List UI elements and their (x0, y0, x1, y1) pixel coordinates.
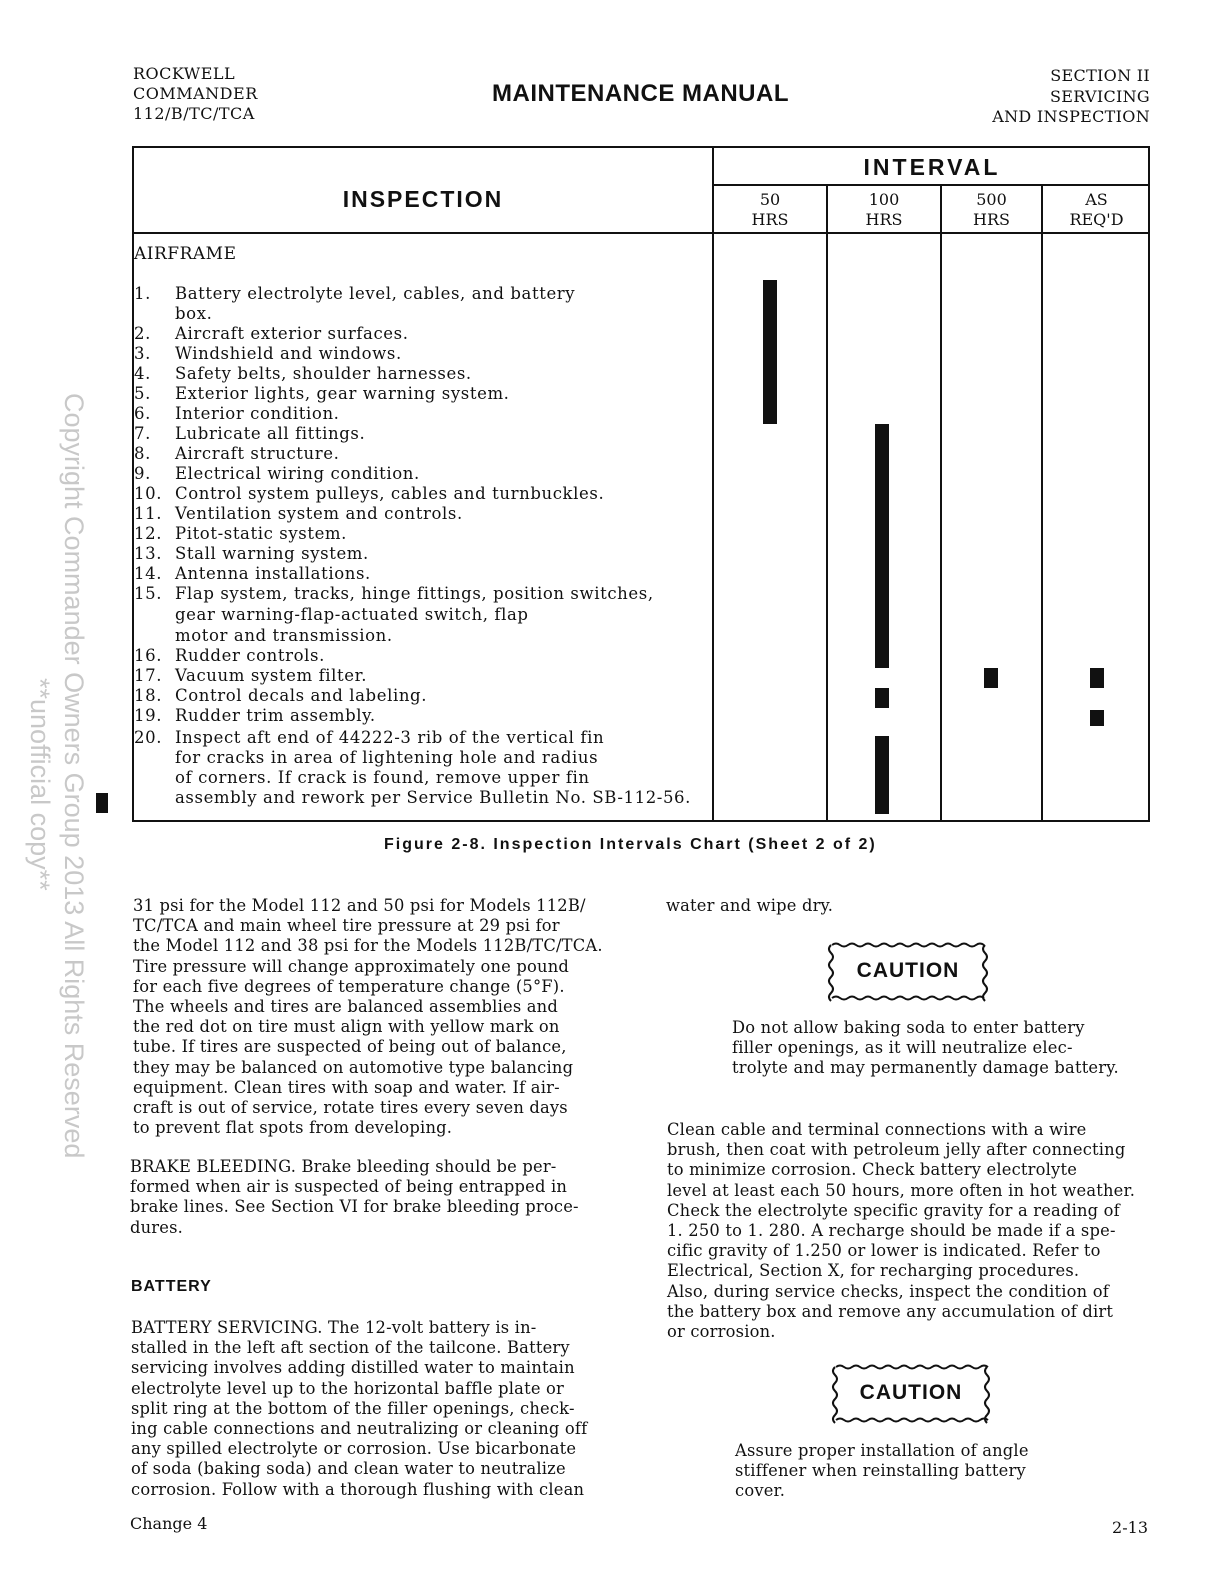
grid-line (712, 184, 1150, 186)
item-number: 9. (134, 464, 151, 483)
item-text (175, 424, 365, 444)
page-number: 2-13 (1112, 1518, 1148, 1537)
brake-bleeding-paragraph (130, 1157, 579, 1238)
header-left-line: COMMANDER (133, 84, 258, 103)
paragraph-line: electrolyte level up to the horizontal baffle plate or (131, 1378, 565, 1398)
item-text (175, 384, 510, 404)
battery-heading: BATTERY (131, 1278, 212, 1295)
item-number: 2. (134, 324, 151, 343)
item-text-line: Antenna installations. (175, 564, 371, 583)
item-text-line: Vacuum system filter. (175, 666, 368, 685)
caution-line: trolyte and may permanently damage battery. (732, 1058, 1119, 1078)
item-text-line: Interior condition. (175, 404, 340, 423)
header-left-line: ROCKWELL (133, 64, 236, 83)
item-text (175, 404, 340, 424)
item-text (175, 524, 347, 544)
battery-cleaning-paragraph (667, 1120, 1135, 1342)
paragraph-line: the battery box and remove any accumulation of dirt (667, 1301, 1114, 1321)
item-text (175, 504, 463, 524)
paragraph-line: Clean cable and terminal connections with a wire (667, 1120, 1087, 1139)
item-number: 7. (134, 424, 151, 443)
paragraph-line: brush, then coat with petroleum jelly after connecting (667, 1140, 1126, 1160)
paragraph-line: split ring at the bottom of the filler openings, check- (131, 1398, 575, 1418)
watermark-svg (25, 393, 91, 1193)
column-label: AS (1085, 190, 1108, 209)
item-text-line: Rudder trim assembly. (175, 706, 376, 725)
paragraph-line: BATTERY SERVICING. The 12-volt battery is in- (131, 1318, 537, 1337)
paragraph-line: cific gravity of 1.250 or lower is indicated. Refer to (667, 1241, 1101, 1261)
paragraph-line: ing cable connections and neutralizing or cleaning off (131, 1419, 588, 1439)
column-label: HRS (973, 210, 1010, 229)
item-text (175, 344, 402, 364)
paragraph-line: brake lines. See Section VI for brake bleeding proce- (130, 1197, 579, 1217)
header-left (133, 64, 258, 124)
paragraph-line: formed when air is suspected of being entrapped in (130, 1177, 568, 1197)
caution-line: cover. (735, 1481, 786, 1501)
column-50-hrs (714, 190, 826, 230)
item-text-line: Control system pulleys, cables and turnbuckles. (175, 484, 605, 503)
paragraph-line: to prevent flat spots from developing. (133, 1118, 453, 1138)
group-heading: AIRFRAME (134, 244, 237, 264)
column-label: 100 (868, 190, 900, 209)
column-as-reqd (1043, 190, 1150, 230)
item-text (175, 728, 691, 808)
interval-bar-100hrs-items-7-16 (875, 424, 889, 668)
header-right (992, 66, 1150, 128)
item-number: 3. (134, 344, 151, 363)
copyright-watermark (25, 393, 91, 1193)
item-text-line: Ventilation system and controls. (175, 504, 463, 523)
item-number: 5. (134, 384, 151, 403)
item-number: 17. (134, 666, 163, 685)
paragraph-line: water and wipe dry. (666, 896, 834, 915)
interval-heading: INTERVAL (863, 154, 1001, 180)
paragraph-line: Electrical, Section X, for recharging procedures. (667, 1261, 1080, 1281)
item-text-line: Electrical wiring condition. (175, 464, 420, 483)
caution-label: CAUTION (856, 959, 960, 982)
grid-line (1041, 184, 1043, 820)
item-number: 14. (134, 564, 163, 583)
paragraph-line: The wheels and tires are balanced assemblies and (133, 997, 558, 1017)
column-label: HRS (865, 210, 903, 229)
item-text (175, 666, 367, 686)
column-label: HRS (751, 210, 789, 229)
column-100-hrs (828, 190, 940, 230)
paragraph-line: 1. 250 to 1. 280. A recharge should be made if a spe- (667, 1221, 1116, 1241)
figure-caption: Figure 2-8. Inspection Intervals Chart (Sheet 2 of 2) (384, 836, 877, 853)
item-text-line: assembly and rework per Service Bulletin No. SB-112-56. (175, 788, 692, 807)
item-text (175, 686, 427, 706)
interval-bar-asreqd-item-19 (1090, 710, 1104, 726)
inspection-intervals-chart (132, 146, 1150, 822)
watermark-line2: **unofficial copy** (25, 678, 55, 891)
caution-1-text (732, 1018, 1119, 1079)
item-text (175, 284, 575, 324)
column-500-hrs (942, 190, 1041, 230)
caution-line: Do not allow baking soda to enter battery (732, 1018, 1085, 1037)
grid-line (712, 148, 714, 820)
item-text-line: Aircraft structure. (175, 444, 340, 463)
paragraph-line: tube. If tires are suspected of being out of balance, (133, 1037, 567, 1057)
paragraph-line: to minimize corrosion. Check battery electrolyte (667, 1160, 1078, 1180)
paragraph-line: or corrosion. (667, 1322, 776, 1342)
paragraph-line: the Model 112 and 38 psi for the Models 112B/TC/TCA. (133, 936, 603, 956)
caution-label: CAUTION (859, 1381, 963, 1404)
paragraph-line: craft is out of service, rotate tires every seven days (133, 1098, 568, 1118)
caution-line: stiffener when reinstalling battery (735, 1461, 1026, 1481)
caution-box-2 (830, 1364, 992, 1424)
footer-change: Change 4 (130, 1514, 208, 1533)
paragraph-line: the red dot on tire must align with yellow mark on (133, 1017, 560, 1037)
interval-bar-50hrs-items-1-6 (763, 280, 777, 424)
item-text-line: for cracks in area of lightening hole and radius (175, 748, 599, 767)
item-text-line: Battery electrolyte level, cables, and battery (175, 284, 576, 303)
column-label: 50 (759, 190, 781, 209)
item-text-line: Inspect aft end of 44222-3 rib of the vertical fin (175, 728, 605, 747)
header-right-line: AND INSPECTION (992, 107, 1150, 126)
item-text (175, 324, 409, 344)
item-text-line: Exterior lights, gear warning system. (175, 384, 510, 403)
paragraph-line: Also, during service checks, inspect the condition of (667, 1281, 1109, 1301)
paragraph-line: level at least each 50 hours, more often in hot weather. (667, 1180, 1136, 1200)
item-number: 20. (134, 728, 163, 747)
item-number: 6. (134, 404, 151, 423)
item-text-line: Control decals and labeling. (175, 686, 428, 705)
item-text (175, 706, 376, 726)
header-right-line: SERVICING (1049, 86, 1150, 106)
interval-bar-100hrs-item-20 (875, 736, 889, 814)
item-text (175, 464, 420, 484)
item-number: 4. (134, 364, 151, 383)
paragraph-line: TC/TCA and main wheel tire pressure at 29 psi for (133, 916, 560, 936)
caution-line: filler openings, as it will neutralize elec- (732, 1038, 1073, 1058)
item-number: 19. (134, 706, 163, 725)
item-text-line: of corners. If crack is found, remove upper fin (175, 768, 590, 787)
item-text (175, 364, 472, 384)
grid-line (134, 232, 1150, 234)
paragraph-line: dures. (130, 1217, 184, 1237)
item-number: 13. (134, 544, 163, 563)
paragraph-line: stalled in the left aft section of the tailcone. Battery (131, 1338, 570, 1358)
item-number: 8. (134, 444, 151, 463)
paragraph-line: Check the electrolyte specific gravity for a reading of (667, 1200, 1120, 1220)
page-title: MAINTENANCE MANUAL (492, 80, 789, 107)
item-number: 12. (134, 524, 163, 543)
paragraph-line: Tire pressure will change approximately one pound (133, 956, 569, 976)
paragraph-line: 31 psi for the Model 112 and 50 psi for Models 112B/ (133, 896, 586, 915)
column-label: 500 (976, 190, 1007, 209)
item-text (175, 444, 339, 464)
paragraph-line: for each five degrees of temperature change (5°F). (133, 976, 565, 996)
battery-servicing-paragraph (131, 1318, 587, 1500)
header-right-line: SECTION II (1050, 66, 1150, 85)
item-number: 15. (134, 584, 163, 603)
caution-box-1 (826, 942, 990, 1002)
item-text (175, 564, 371, 584)
item-text-line: Safety belts, shoulder harnesses. (175, 364, 472, 383)
grid-line (940, 184, 942, 820)
item-text (175, 646, 325, 666)
paragraph-line: equipment. Clean tires with soap and water. If air- (133, 1077, 560, 1097)
item-text-line: Stall warning system. (175, 544, 369, 563)
item-text (175, 544, 369, 564)
watermark-line1: Copyright Commander Owners Group 2013 All Rights Reserved (59, 393, 89, 1159)
item-text-line: box. (175, 304, 213, 323)
item-text-line: Aircraft exterior surfaces. (175, 324, 409, 343)
item-text-line: Lubricate all fittings. (175, 424, 366, 443)
paragraph-line: any spilled electrolyte or corrosion. Use bicarbonate (131, 1439, 577, 1459)
item-text-line: motor and transmission. (175, 626, 393, 645)
inspection-heading: INSPECTION (342, 186, 504, 212)
interval-bar-500hrs-item-17 (984, 668, 998, 688)
item-number: 18. (134, 686, 163, 705)
paragraph-line: BRAKE BLEEDING. Brake bleeding should be per- (130, 1157, 557, 1176)
column-label: REQ'D (1069, 210, 1124, 229)
item-text-line: Pitot-static system. (175, 524, 348, 543)
paragraph-line: corrosion. Follow with a thorough flushing with clean (131, 1479, 585, 1499)
item-number: 10. (134, 484, 163, 503)
item-number: 1. (134, 284, 151, 303)
paragraph-line: they may be balanced on automotive type balancing (133, 1057, 574, 1077)
paragraph-line: servicing involves adding distilled water to maintain (131, 1358, 575, 1378)
item-text-line: Windshield and windows. (175, 344, 402, 363)
interval-bar-asreqd-item-17 (1090, 668, 1104, 688)
item-text-line: Flap system, tracks, hinge fittings, position switches, (175, 584, 654, 603)
item-text-line: Rudder controls. (175, 646, 325, 665)
tire-pressure-paragraph (133, 896, 603, 1138)
item-number: 16. (134, 646, 163, 665)
interval-bar-100hrs-item-18 (875, 688, 889, 708)
wipe-dry-paragraph (666, 896, 833, 916)
header-left-line: 112/B/TC/TCA (133, 104, 255, 123)
grid-line (826, 184, 828, 820)
caution-2-text (735, 1441, 1029, 1502)
paragraph-line: of soda (baking soda) and clean water to neutralize (131, 1459, 566, 1479)
item-text (175, 484, 604, 504)
change-bar-marker (96, 793, 108, 813)
item-text (175, 584, 654, 646)
item-text-line: gear warning-flap-actuated switch, flap (175, 605, 529, 624)
item-number: 11. (134, 504, 163, 523)
caution-line: Assure proper installation of angle (735, 1441, 1029, 1460)
